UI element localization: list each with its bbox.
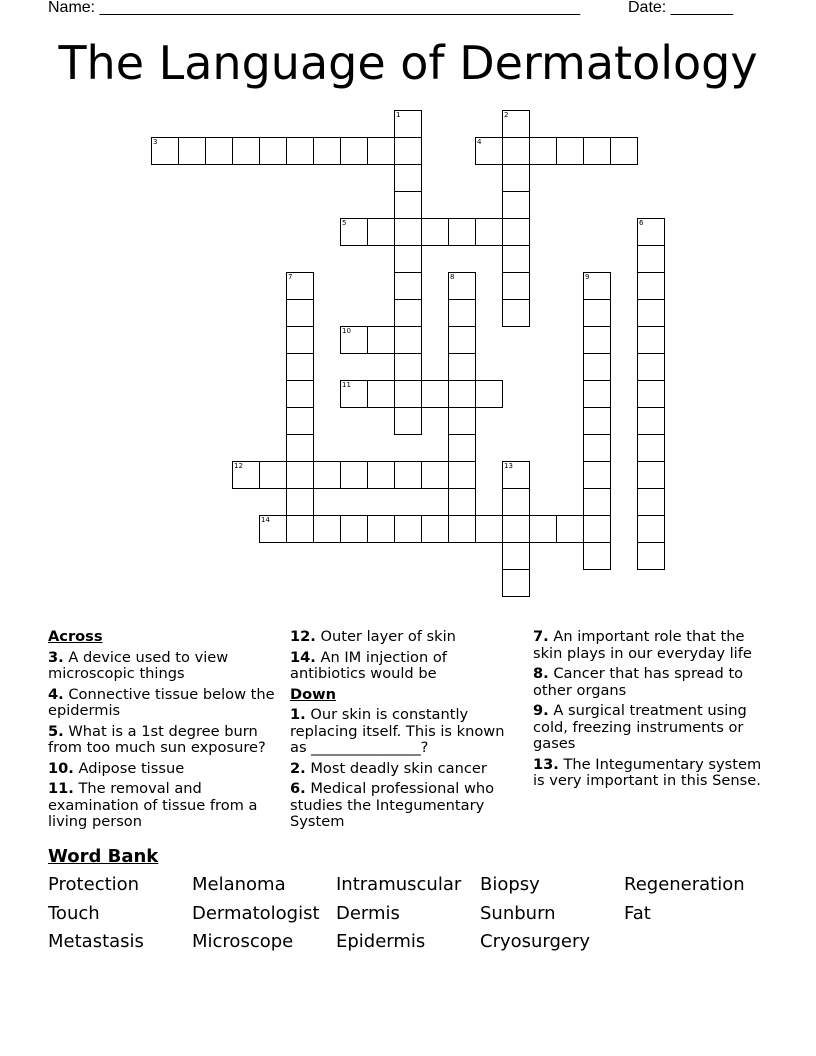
- grid-cell[interactable]: [502, 488, 530, 516]
- grid-cell[interactable]: [394, 245, 422, 273]
- grid-cell[interactable]: [367, 515, 395, 543]
- clue-number: 4: [477, 138, 482, 146]
- grid-cell[interactable]: [448, 515, 476, 543]
- word-bank-item: Cryosurgery: [480, 931, 591, 952]
- grid-cell[interactable]: [448, 218, 476, 246]
- grid-cell[interactable]: [394, 326, 422, 354]
- grid-cell[interactable]: [340, 515, 368, 543]
- clue-down-8: 8. Cancer that has spread to other organs: [533, 665, 744, 699]
- grid-cell[interactable]: [394, 164, 422, 192]
- grid-cell[interactable]: [583, 542, 611, 570]
- clue-down-6: 6. Medical professional who studies the Integumentary System: [290, 780, 495, 830]
- grid-cell[interactable]: [394, 461, 422, 489]
- grid-cell[interactable]: [556, 515, 584, 543]
- grid-cell[interactable]: [583, 434, 611, 462]
- word-bank-item: Melanoma: [192, 874, 286, 895]
- grid-cell[interactable]: [583, 326, 611, 354]
- clue-across-10: 10. Adipose tissue: [48, 759, 185, 777]
- grid-cell[interactable]: [394, 299, 422, 327]
- word-bank-item: Metastasis: [48, 931, 144, 952]
- grid-cell[interactable]: [286, 461, 314, 489]
- clue-across-12: 12. Outer layer of skin: [290, 628, 456, 645]
- grid-cell[interactable]: [475, 380, 503, 408]
- grid-cell[interactable]: [286, 488, 314, 516]
- word-bank-title: Word Bank: [48, 846, 159, 867]
- clue-down-7: 7. An important role that the skin plays in our everyday life: [533, 628, 752, 662]
- grid-cell[interactable]: [286, 326, 314, 354]
- word-bank: [48, 874, 768, 953]
- clue-number: 11: [342, 381, 351, 389]
- grid-cell[interactable]: [637, 515, 665, 543]
- grid-cell[interactable]: [286, 407, 314, 435]
- grid-cell[interactable]: [637, 461, 665, 489]
- grid-cell[interactable]: [583, 407, 611, 435]
- grid-cell[interactable]: [340, 137, 368, 165]
- grid-cell[interactable]: [637, 353, 665, 381]
- grid-cell[interactable]: [340, 218, 368, 246]
- grid-cell[interactable]: [340, 461, 368, 489]
- clue-across-11: 11. The removal and examination of tissue from a living person: [48, 780, 258, 830]
- grid-cell[interactable]: [286, 353, 314, 381]
- clue-number: 3: [153, 138, 158, 146]
- grid-cell[interactable]: [286, 137, 314, 165]
- word-bank-item: Sunburn: [480, 902, 556, 924]
- grid-cell[interactable]: [394, 191, 422, 219]
- grid-cell[interactable]: [448, 434, 476, 462]
- word-bank-item: Dermatologist: [192, 902, 320, 924]
- clue-number: 5: [342, 219, 347, 227]
- grid-cell[interactable]: [259, 515, 287, 543]
- down-heading: Down: [290, 685, 337, 703]
- grid-cell[interactable]: [394, 407, 422, 435]
- page-title: The Language of Dermatology: [58, 36, 758, 90]
- grid-cell[interactable]: [394, 110, 422, 138]
- grid-cell[interactable]: [178, 137, 206, 165]
- clue-number: 9: [585, 273, 590, 281]
- grid-cell[interactable]: [394, 515, 422, 543]
- grid-cell[interactable]: [421, 380, 449, 408]
- word-bank-item: Touch: [48, 902, 100, 924]
- word-bank-item: Intramuscular: [336, 874, 462, 895]
- grid-cell[interactable]: [286, 299, 314, 327]
- grid-cell[interactable]: [421, 515, 449, 543]
- word-bank-item: Fat: [624, 902, 651, 924]
- grid-cell[interactable]: [475, 137, 503, 165]
- grid-cell[interactable]: [259, 461, 287, 489]
- grid-cell[interactable]: [286, 380, 314, 408]
- grid-cell[interactable]: [448, 299, 476, 327]
- clue-number: 12: [234, 462, 243, 470]
- grid-cell[interactable]: [259, 137, 287, 165]
- clue-number: 8: [450, 273, 455, 281]
- grid-cell[interactable]: [610, 137, 638, 165]
- clue-number: 6: [639, 219, 644, 227]
- grid-cell[interactable]: [394, 380, 422, 408]
- grid-cell[interactable]: [367, 137, 395, 165]
- grid-cell[interactable]: [448, 488, 476, 516]
- grid-cell[interactable]: [313, 137, 341, 165]
- grid-cell[interactable]: [502, 110, 530, 138]
- grid-cell[interactable]: [367, 326, 395, 354]
- grid-cell[interactable]: [502, 218, 530, 246]
- grid-cell[interactable]: [421, 461, 449, 489]
- clue-down-9: 9. A surgical treatment using cold, freezing instruments or gases: [533, 702, 747, 752]
- grid-cell[interactable]: [637, 542, 665, 570]
- grid-cell[interactable]: [556, 137, 584, 165]
- word-bank-item: Biopsy: [480, 874, 540, 895]
- grid-cell[interactable]: [637, 245, 665, 273]
- grid-cell[interactable]: [394, 218, 422, 246]
- grid-cell[interactable]: [502, 542, 530, 570]
- grid-cell[interactable]: [421, 218, 449, 246]
- grid-cell[interactable]: [502, 137, 530, 165]
- clues-column-3: [533, 629, 765, 794]
- grid-cell[interactable]: [448, 407, 476, 435]
- grid-cell[interactable]: [448, 461, 476, 489]
- grid-cell[interactable]: [448, 380, 476, 408]
- grid-cell[interactable]: [529, 515, 557, 543]
- grid-cell[interactable]: [448, 326, 476, 354]
- grid-cell[interactable]: [583, 353, 611, 381]
- clue-down-1: 1. Our skin is constantly replacing itself. This is known as _______________?: [290, 706, 505, 756]
- clue-across-5: 5. What is a 1st degree burn from too much sun exposure?: [48, 722, 266, 756]
- grid-cell[interactable]: [367, 461, 395, 489]
- grid-cell[interactable]: [448, 353, 476, 381]
- grid-cell[interactable]: [394, 272, 422, 300]
- clues-column-1: [48, 629, 278, 835]
- name-field[interactable]: Name: ______________________________________________________: [48, 0, 581, 16]
- grid-cell[interactable]: [286, 272, 314, 300]
- grid-cell[interactable]: [340, 326, 368, 354]
- clue-number: 1: [396, 111, 401, 119]
- grid-cell[interactable]: [151, 137, 179, 165]
- clue-number: 7: [288, 273, 293, 281]
- grid-cell[interactable]: [583, 299, 611, 327]
- grid-cell[interactable]: [475, 218, 503, 246]
- grid-cell[interactable]: [448, 272, 476, 300]
- grid-cell[interactable]: [583, 380, 611, 408]
- grid-cell[interactable]: [583, 488, 611, 516]
- clue-across-14: 14. An IM injection of antibiotics would be: [290, 648, 447, 682]
- grid-cell[interactable]: [502, 461, 530, 489]
- clue-across-4: 4. Connective tissue below the epidermis: [48, 685, 275, 719]
- grid-cell[interactable]: [367, 218, 395, 246]
- clue-down-2: 2. Most deadly skin cancer: [290, 759, 487, 777]
- clue-number: 2: [504, 111, 509, 119]
- grid-cell[interactable]: [637, 326, 665, 354]
- grid-cell[interactable]: [286, 434, 314, 462]
- clue-number: 10: [342, 327, 351, 335]
- grid-cell[interactable]: [637, 380, 665, 408]
- grid-cell[interactable]: [583, 137, 611, 165]
- grid-cell[interactable]: [502, 569, 530, 597]
- grid-cell[interactable]: [205, 137, 233, 165]
- clues-column-2: [290, 629, 522, 835]
- grid-cell[interactable]: [367, 380, 395, 408]
- clue-number: 13: [504, 462, 513, 470]
- grid-cell[interactable]: [394, 137, 422, 165]
- word-bank-item: Microscope: [192, 931, 294, 952]
- grid-cell[interactable]: [394, 353, 422, 381]
- grid-cell[interactable]: [502, 272, 530, 300]
- grid-cell[interactable]: [502, 191, 530, 219]
- grid-cell[interactable]: [637, 407, 665, 435]
- word-bank-item: Dermis: [336, 902, 400, 924]
- grid-cell[interactable]: [637, 488, 665, 516]
- grid-cell[interactable]: [637, 218, 665, 246]
- date-field[interactable]: Date: _______: [628, 0, 733, 16]
- grid-cell[interactable]: [583, 515, 611, 543]
- grid-cell[interactable]: [502, 245, 530, 273]
- grid-cell[interactable]: [637, 299, 665, 327]
- clue-across-3: 3. A device used to view microscopic things: [48, 648, 229, 682]
- grid-cell[interactable]: [583, 272, 611, 300]
- grid-cell[interactable]: [232, 137, 260, 165]
- grid-cell[interactable]: [637, 272, 665, 300]
- grid-cell[interactable]: [313, 515, 341, 543]
- word-bank-item: Protection: [48, 874, 140, 895]
- grid-cell[interactable]: [313, 461, 341, 489]
- grid-cell[interactable]: [637, 434, 665, 462]
- grid-cell[interactable]: [529, 137, 557, 165]
- word-bank-item: Regeneration: [624, 874, 745, 895]
- grid-cell[interactable]: [502, 299, 530, 327]
- grid-cell[interactable]: [583, 461, 611, 489]
- grid-cell[interactable]: [232, 461, 260, 489]
- grid-cell[interactable]: [502, 164, 530, 192]
- clue-number: 14: [261, 516, 270, 524]
- across-heading: Across: [48, 628, 103, 645]
- word-bank-item: Epidermis: [336, 931, 426, 952]
- grid-cell[interactable]: [475, 515, 503, 543]
- grid-cell[interactable]: [286, 515, 314, 543]
- grid-cell[interactable]: [502, 515, 530, 543]
- grid-cell[interactable]: [340, 380, 368, 408]
- clue-down-13: 13. The Integumentary system is very important in this Sense.: [533, 755, 762, 789]
